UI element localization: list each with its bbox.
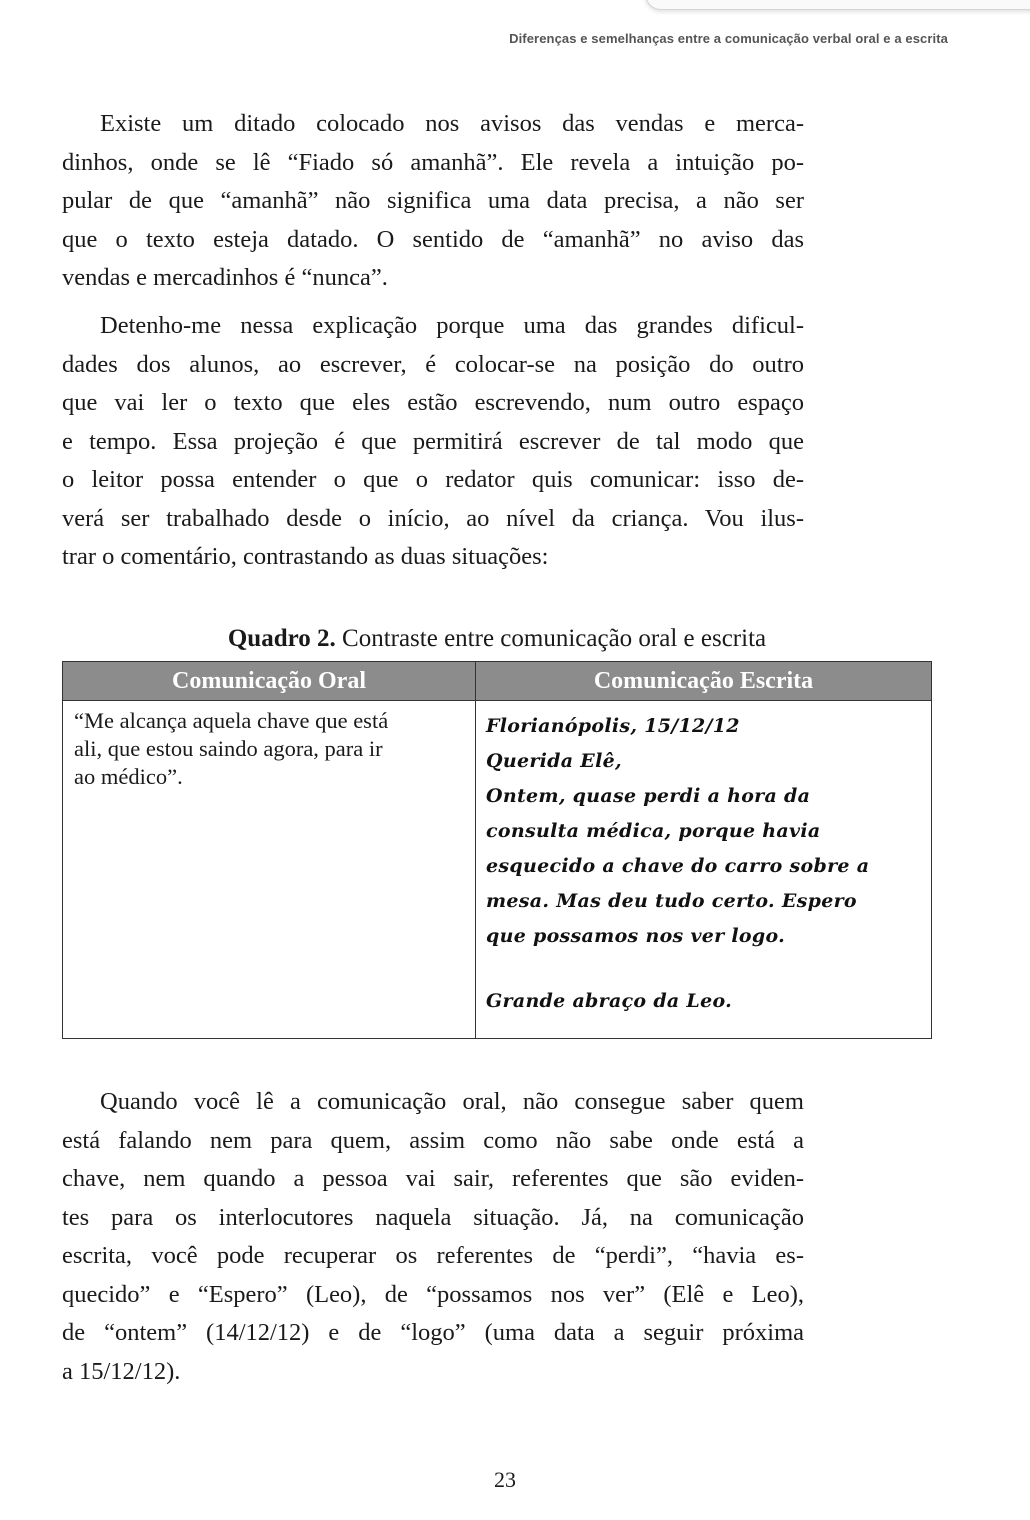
paragraph-2	[62, 307, 804, 577]
oral-line: ao médico”.	[74, 764, 183, 789]
paragraph-3-line: está falando nem para quem, assim como não sabe onde está a	[62, 1126, 804, 1154]
table-caption	[62, 625, 932, 653]
letter-body-line: esquecido a chave do carro sobre a	[486, 855, 870, 877]
table-caption-text: Contraste entre comunicação oral e escrita	[335, 625, 767, 652]
oral-cell	[63, 701, 476, 1039]
running-header: Diferenças e semelhanças entre a comunicação verbal oral e a escrita	[509, 31, 948, 46]
written-cell	[476, 701, 932, 1039]
letter-signoff-line: Grande abraço da Leo.	[486, 990, 733, 1012]
table-header-row	[63, 662, 932, 701]
paragraph-3-line: chave, nem quando a pessoa vai sair, referentes que são eviden-	[62, 1165, 804, 1192]
paragraph-1-line: pular de que “amanhã” não significa uma data precisa, a não ser	[62, 187, 804, 214]
paragraph-2-line: verá ser trabalhado desde o início, ao nível da criança. Vou ilus-	[62, 504, 804, 532]
letter-body-line: Ontem, quase perdi a hora da	[486, 785, 811, 807]
paragraph-1-line: dinhos, onde se lê “Fiado só amanhã”. Ele revela a intuição po-	[62, 148, 804, 176]
paragraph-2-line: dades dos alunos, ao escrever, é colocar-se na posição do outro	[62, 350, 804, 378]
paragraph-2-line: trar o comentário, contrastando as duas situações:	[62, 543, 549, 570]
oral-line: ali, que estou saindo agora, para ir	[74, 736, 383, 761]
paragraph-2-line: o leitor possa entender o que o redator quis comunicar: isso de-	[62, 466, 804, 493]
page-number: 23	[494, 1467, 516, 1492]
oral-line: “Me alcança aquela chave que está	[74, 708, 389, 733]
header-oral: Comunicação Oral	[63, 662, 476, 701]
paragraph-3-line: de “ontem” (14/12/12) e de “logo” (uma data a seguir próxima	[62, 1319, 804, 1346]
paragraph-3-line: quecido” e “Espero” (Leo), de “possamos nos ver” (Elê e Leo),	[62, 1280, 804, 1308]
letter-greeting-line: Querida Elê,	[486, 750, 622, 772]
paragraph-1-line: Existe um ditado colocado nos avisos das vendas e merca-	[100, 110, 804, 137]
paragraph-3-line: tes para os interlocutores naquela situação. Já, na comunicação	[62, 1203, 804, 1231]
table-caption-label: Quadro 2.	[227, 625, 336, 652]
letter-body-line: consulta médica, porque havia	[486, 820, 821, 842]
letter-date-line: Florianópolis, 15/12/12	[486, 715, 740, 737]
paragraph-1	[62, 105, 804, 298]
top-edge-tab	[645, 0, 1030, 10]
paragraph-2-line: que vai ler o texto que eles estão escrevendo, num outro espaço	[62, 389, 804, 416]
comparison-table	[62, 661, 932, 1039]
letter-body-line: que possamos nos ver logo.	[486, 925, 786, 947]
paragraph-3-line: a 15/12/12).	[62, 1357, 181, 1385]
paragraph-2-line: Detenho-me nessa explicação porque uma das grandes dificul-	[100, 312, 804, 339]
paragraph-3	[62, 1083, 804, 1391]
table-row	[63, 701, 932, 1039]
paragraph-1-line: que o texto esteja datado. O sentido de “amanhã” no aviso das	[62, 225, 804, 253]
paragraph-2-line: e tempo. Essa projeção é que permitirá escrever de tal modo que	[62, 427, 804, 455]
header-written: Comunicação Escrita	[476, 662, 932, 701]
paragraph-3-line: escrita, você pode recuperar os referentes de “perdi”, “havia es-	[62, 1242, 804, 1269]
paragraph-3-line: Quando você lê a comunicação oral, não consegue saber quem	[100, 1088, 804, 1115]
paragraph-1-line: vendas e mercadinhos é “nunca”.	[62, 264, 388, 291]
letter-body-line: mesa. Mas deu tudo certo. Espero	[486, 890, 857, 912]
